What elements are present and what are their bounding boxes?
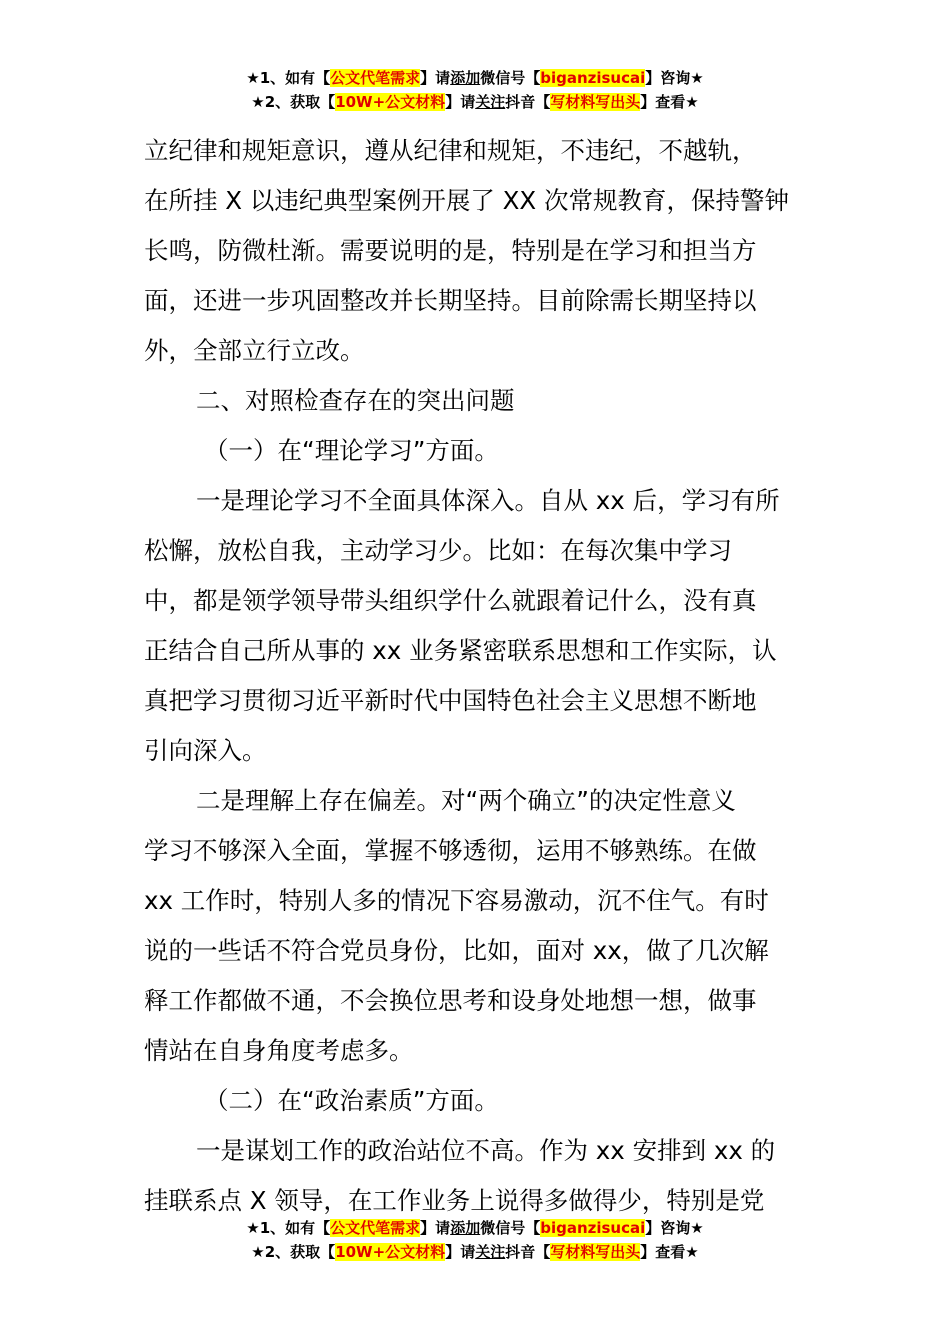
text-line: 一是理论学习不全面具体深入。自从 xx 后，学习有所 bbox=[196, 486, 780, 515]
text-line: 外，全部立行立改。 bbox=[144, 336, 365, 365]
subsection-heading: （一）在“理论学习”方面。 bbox=[204, 436, 499, 465]
text-line: 正结合自己所从事的 xx 业务紧密联系思想和工作实际，认 bbox=[144, 636, 777, 665]
banner-highlight: 10W+公文材料 bbox=[335, 1243, 446, 1261]
section-heading: 二、对照检查存在的突出问题 bbox=[196, 386, 515, 415]
text-line: 释工作都做不通，不会换位思考和设身处地想一想，做事 bbox=[144, 986, 757, 1015]
banner-text: 】请 bbox=[420, 1219, 451, 1237]
banner-text: 】查看★ bbox=[640, 1243, 699, 1261]
banner-text: ★2、获取【 bbox=[251, 1243, 336, 1261]
document-body bbox=[144, 126, 808, 1226]
text-line: 说的一些话不符合党员身份，比如，面对 xx，做了几次解 bbox=[144, 936, 769, 965]
banner-highlight: 写材料写出头 bbox=[550, 93, 641, 111]
banner-text: 抖音【 bbox=[505, 93, 551, 111]
banner-text: 】请 bbox=[420, 69, 451, 87]
banner-text: 微信号【 bbox=[480, 69, 541, 87]
text-line: 立纪律和规矩意识，遵从纪律和规矩，不违纪，不越轨， bbox=[144, 136, 757, 165]
banner-line-2 bbox=[0, 1240, 950, 1264]
text-line: 一是谋划工作的政治站位不高。作为 xx 安排到 xx 的 bbox=[196, 1136, 776, 1165]
banner-text: ★2、获取【 bbox=[251, 93, 336, 111]
banner-text: 】请 bbox=[445, 93, 476, 111]
banner-highlight: biganzisucai bbox=[540, 1219, 646, 1237]
text-line: 引向深入。 bbox=[144, 736, 267, 765]
banner-highlight: 公文代笔需求 bbox=[330, 1219, 421, 1237]
banner-text: 抖音【 bbox=[505, 1243, 551, 1261]
banner-line-1 bbox=[0, 1216, 950, 1240]
banner-line-1 bbox=[0, 66, 950, 90]
text-line: 情站在自身角度考虑多。 bbox=[144, 1036, 414, 1065]
banner-text: 】咨询★ bbox=[645, 69, 704, 87]
banner-line-2 bbox=[0, 90, 950, 114]
text-line: 挂联系点 X 领导，在工作业务上说得多做得少，特别是党 bbox=[144, 1186, 765, 1215]
banner-highlight: 10W+公文材料 bbox=[335, 93, 446, 111]
text-line: 中，都是领学领导带头组织学什么就跟着记什么，没有真 bbox=[144, 586, 757, 615]
text-line: 在所挂 X 以违纪典型案例开展了 XX 次常规教育，保持警钟 bbox=[144, 186, 790, 215]
text-line: xx 工作时，特别人多的情况下容易激动，沉不住气。有时 bbox=[144, 886, 769, 915]
banner-underline: 添加 bbox=[450, 69, 481, 87]
banner-underline: 关注 bbox=[475, 93, 506, 111]
banner-text: ★1、如有【 bbox=[246, 69, 331, 87]
text-line: 二是理解上存在偏差。对“两个确立”的决定性意义 bbox=[196, 786, 736, 815]
footer-banner bbox=[0, 1216, 950, 1264]
text-line: 学习不够深入全面，掌握不够透彻，运用不够熟练。在做 bbox=[144, 836, 757, 865]
banner-highlight: 写材料写出头 bbox=[550, 1243, 641, 1261]
text-line: 长鸣，防微杜渐。需要说明的是，特别是在学习和担当方 bbox=[144, 236, 757, 265]
banner-text: 】咨询★ bbox=[645, 1219, 704, 1237]
banner-highlight: biganzisucai bbox=[540, 69, 646, 87]
text-line: 松懈，放松自我，主动学习少。比如：在每次集中学习 bbox=[144, 536, 732, 565]
header-banner bbox=[0, 66, 950, 114]
banner-underline: 添加 bbox=[450, 1219, 481, 1237]
banner-text: ★1、如有【 bbox=[246, 1219, 331, 1237]
banner-text: 】查看★ bbox=[640, 93, 699, 111]
banner-underline: 关注 bbox=[475, 1243, 506, 1261]
subsection-heading: （二）在“政治素质”方面。 bbox=[204, 1086, 499, 1115]
banner-text: 】请 bbox=[445, 1243, 476, 1261]
banner-highlight: 公文代笔需求 bbox=[330, 69, 421, 87]
text-line: 面，还进一步巩固整改并长期坚持。目前除需长期坚持以 bbox=[144, 286, 757, 315]
banner-text: 微信号【 bbox=[480, 1219, 541, 1237]
text-line: 真把学习贯彻习近平新时代中国特色社会主义思想不断地 bbox=[144, 686, 757, 715]
